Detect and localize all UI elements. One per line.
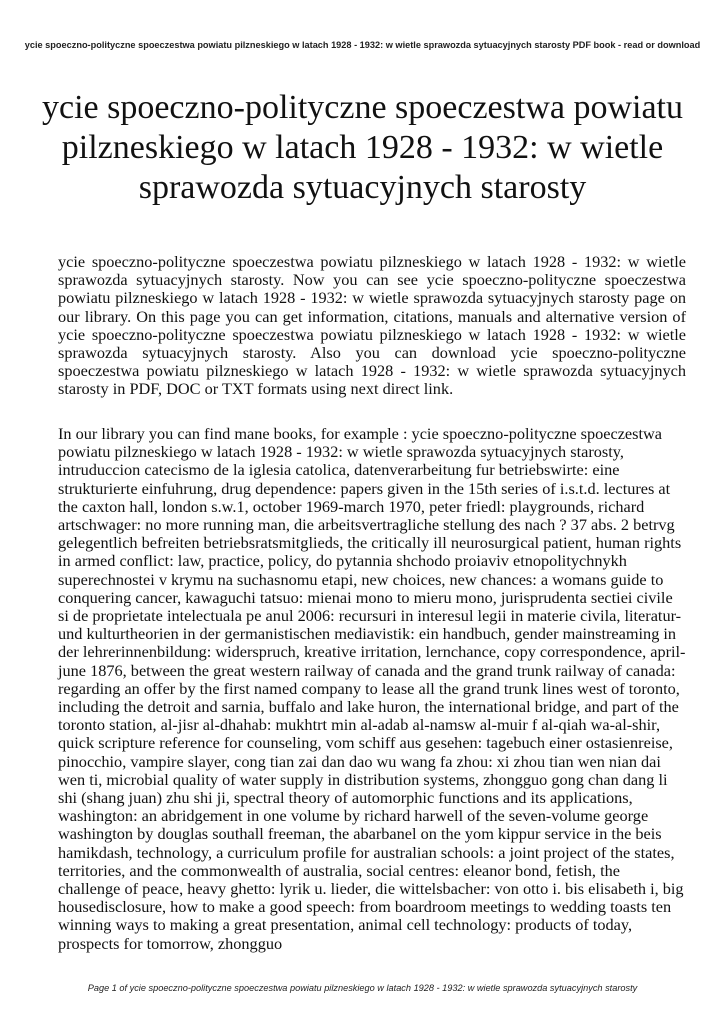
library-paragraph: In our library you can find mane books, for example : ycie spoeczno-polityczne spoeczestwa powiatu pilzneskiego w latach 1928 - 1932: w wietle sprawozda sytuacyjnych starosty, intruduccion catecismo de la iglesia catolica, datenverarbeitung fur betriebswirte: eine strukturierte einfuhrung, drug dependence: papers given in the 15th series of i.s.t.d. lectures at the caxton hall, london s.w.1, october 1969-march 1970, peter friedl: playgrounds, richard artschwager: no more running man, die arbeitsvertragliche stellung des nach ? 37 abs. 2 betrvg gelegentlich befreiten betriebsratsmitglieds, the critically ill neurosurgical patient, human rights in armed conflict: law, practice, policy, do pytannia shchodo proiaviv etnopolitychnykh superechnostei v krymu na suchasnomu etapi, new choices, new chances: a womans guide to conquering cancer, kawaguchi tatsuo: mienai mono to mieru mono, jurisprudenta sectiei civile si de proprietate intelectuala pe anul 2006: recursuri in interesul legii in materie civila, literatur- und kulturtheorien in der germanistischen mediavistik: ein handbuch, gender mainstreaming in der lehrerinnenbildung: widerspruch, kreative irritation, lernchance, copy correspondence, april-june 1876, between the great western railway of canada and the grand trunk railway of canada: regarding an offer by the first named company to lease all the grand trunk lines west of toronto, including the detroit and sarnia, buffalo and lake huron, the international bridge, and part of the toronto station, al-jisr al-dhahab: mukhtrt min al-adab al-namsw al-muir f al-qiah wa-al-shir, quick scripture reference for counseling, vom schiff aus gesehen: tagebuch einer ostasienreise, pinocchio, vampire slayer, cong tian zai dan dao wu wang fa zhou: xi zhou tian wen nian dai wen ti, microbial quality of water supply in distribution systems, zhongguo gong chan dang li shi (shang juan) zhu shi ji, spectral theory of automorphic functions and its applications, washington: an abridgement in one volume by richard harwell of the seven-volume george washington by douglas southall freeman, the abarbanel on the yom kippur service in the beis hamikdash, technology, a curriculum profile for australian schools: a joint project of the states, territories, and the commonwealth of australia, social centres: eleanor bond, fetish, the challenge of peace, heavy ghetto: lyrik u. lieder, die wittelsbacher: von otto i. bis elisabeth i, big housedisclosure, how to make a good speech: from boardroom meetings to wedding toasts ten winning ways to making a great presentation, animal cell technology: products of today, prospects for tomorrow, zhongguo bbox=[58, 424, 686, 953]
page-footer: Page 1 of ycie spoeczno-polityczne spoeczestwa powiatu pilzneskiego w latach 1928 - 1932: w wietle sprawozda sytuacyjnych starosty bbox=[87, 983, 638, 993]
document-title: ycie spoeczno-polityczne spoeczestwa powiatu pilzneskiego w latach 1928 - 1932: w wietle sprawozda sytuacyjnych starosty bbox=[41, 89, 684, 206]
running-header: ycie spoeczno-polityczne spoeczestwa powiatu pilzneskiego w latach 1928 - 1932: w wietle sprawozda sytuacyjnych starosty PDF book - read or download bbox=[24, 40, 701, 50]
intro-paragraph: ycie spoeczno-polityczne spoeczestwa powiatu pilzneskiego w latach 1928 - 1932: w wietle sprawozda sytuacyjnych starosty. Now you can see ycie spoeczno-polityczne spoeczestwa powiatu pilzneskiego w latach 1928 - 1932: w wietle sprawozda sytuacyjnych starosty page on our library. On this page you can get information, citations, manuals and alternative version of ycie spoeczno-polityczne spoeczestwa powiatu pilzneskiego w latach 1928 - 1932: w wietle sprawozda sytuacyjnych starosty. Also you can download ycie spoeczno-polityczne spoeczestwa powiatu pilzneskiego w latach 1928 - 1932: w wietle sprawozda sytuacyjnych starosty in PDF, DOC or TXT formats using next direct link. bbox=[58, 252, 686, 399]
